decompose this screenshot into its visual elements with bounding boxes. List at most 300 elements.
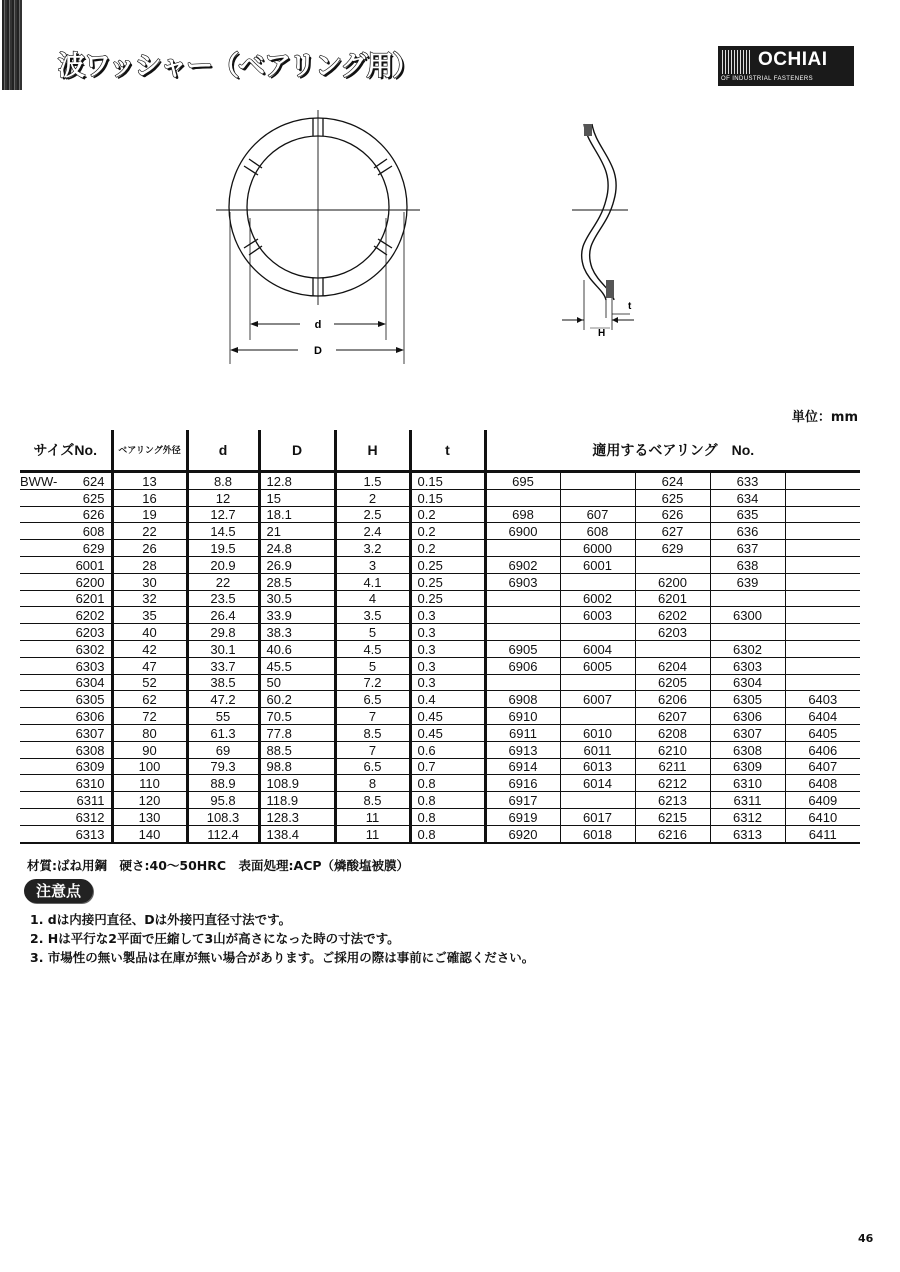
t-cell: 0.45 xyxy=(410,708,485,725)
t-cell: 0.7 xyxy=(410,758,485,775)
bearing-no-cell: 6306 xyxy=(710,708,785,725)
size-cell xyxy=(20,825,112,842)
H-cell: 2 xyxy=(335,489,410,506)
bearing-no-cell: 6014 xyxy=(560,775,635,792)
bearing-no-cell xyxy=(485,540,560,557)
bearing-no-cell: 6017 xyxy=(560,808,635,825)
bearing-no-cell xyxy=(785,590,860,607)
size-number: 6310 xyxy=(75,776,105,792)
D-cell: 60.2 xyxy=(259,691,335,708)
bearing-no-cell: 6910 xyxy=(485,708,560,725)
size-number: 6302 xyxy=(75,641,105,657)
bearing-no-cell: 6914 xyxy=(485,758,560,775)
size-number: 6313 xyxy=(75,826,105,842)
table-row xyxy=(20,489,860,506)
d-cell: 12.7 xyxy=(187,506,259,523)
D-cell: 21 xyxy=(259,523,335,540)
bearing-no-cell: 6310 xyxy=(710,775,785,792)
table-row xyxy=(20,724,860,741)
size-cell xyxy=(20,523,112,540)
t-cell: 0.2 xyxy=(410,506,485,523)
bearing-no-cell: 626 xyxy=(635,506,710,523)
d-cell: 19.5 xyxy=(187,540,259,557)
D-cell: 88.5 xyxy=(259,741,335,758)
bearing-no-cell: 6200 xyxy=(635,573,710,590)
d-cell: 38.5 xyxy=(187,674,259,691)
bearing-no-cell: 6001 xyxy=(560,556,635,573)
H-cell: 5 xyxy=(335,624,410,641)
D-cell: 108.9 xyxy=(259,775,335,792)
d-cell: 112.4 xyxy=(187,825,259,842)
bearing-od-cell: 100 xyxy=(112,758,187,775)
bearing-no-cell xyxy=(785,523,860,540)
size-cell xyxy=(20,640,112,657)
bearing-no-cell: 6307 xyxy=(710,724,785,741)
size-cell xyxy=(20,506,112,523)
bearing-no-cell xyxy=(560,472,635,490)
bearing-no-cell xyxy=(785,556,860,573)
logo-name: OCHIAI xyxy=(758,49,828,70)
size-prefix: BWW- xyxy=(20,473,58,489)
unit-label: 単位：mm xyxy=(791,410,858,425)
bearing-no-cell: 6406 xyxy=(785,741,860,758)
t-cell: 0.15 xyxy=(410,472,485,490)
size-number: 6303 xyxy=(75,658,105,674)
bearing-no-cell: 636 xyxy=(710,523,785,540)
bearing-no-cell: 6919 xyxy=(485,808,560,825)
material-spec: 材質:ばね用鋼 硬さ:40～50HRC 表面処理:ACP（燐酸塩被膜） xyxy=(27,858,410,873)
bearing-no-cell: 629 xyxy=(635,540,710,557)
D-cell: 50 xyxy=(259,674,335,691)
H-cell: 4.5 xyxy=(335,640,410,657)
table-row xyxy=(20,657,860,674)
size-cell xyxy=(20,691,112,708)
size-number: 6312 xyxy=(75,809,105,825)
bearing-no-cell: 6920 xyxy=(485,825,560,842)
bearing-no-cell: 6210 xyxy=(635,741,710,758)
bearing-no-cell: 6201 xyxy=(635,590,710,607)
washer-drawing xyxy=(0,0,900,400)
bearing-no-cell xyxy=(785,640,860,657)
bearing-no-cell xyxy=(560,624,635,641)
bearing-no-cell xyxy=(485,624,560,641)
size-cell xyxy=(20,657,112,674)
bearing-no-cell: 6000 xyxy=(560,540,635,557)
bearing-no-cell xyxy=(485,607,560,624)
d-cell: 108.3 xyxy=(187,808,259,825)
spec-table xyxy=(20,430,860,844)
bearing-no-cell: 6308 xyxy=(710,741,785,758)
table-row xyxy=(20,775,860,792)
bearing-no-cell: 6902 xyxy=(485,556,560,573)
bearing-no-cell: 6405 xyxy=(785,724,860,741)
table-row xyxy=(20,624,860,641)
size-number: 6306 xyxy=(75,708,105,724)
bearing-no-cell: 6900 xyxy=(485,523,560,540)
bearing-no-cell: 6206 xyxy=(635,691,710,708)
bearing-no-cell: 6303 xyxy=(710,657,785,674)
table-row xyxy=(20,472,860,490)
size-number: 6309 xyxy=(75,759,105,775)
d-cell: 69 xyxy=(187,741,259,758)
bearing-no-cell: 634 xyxy=(710,489,785,506)
d-cell: 79.3 xyxy=(187,758,259,775)
table-row xyxy=(20,607,860,624)
H-cell: 8 xyxy=(335,775,410,792)
H-cell: 11 xyxy=(335,808,410,825)
d-cell: 12 xyxy=(187,489,259,506)
table-row xyxy=(20,792,860,809)
bearing-no-cell: 6917 xyxy=(485,792,560,809)
bearing-no-cell xyxy=(785,506,860,523)
size-cell xyxy=(20,674,112,691)
t-cell: 0.25 xyxy=(410,573,485,590)
header-applicable-bearing: 適用するベアリング No. xyxy=(485,430,860,472)
bearing-no-cell xyxy=(560,573,635,590)
bearing-no-cell: 627 xyxy=(635,523,710,540)
bearing-od-cell: 13 xyxy=(112,472,187,490)
bearing-no-cell xyxy=(710,590,785,607)
bearing-od-cell: 26 xyxy=(112,540,187,557)
bearing-no-cell xyxy=(785,573,860,590)
table-row xyxy=(20,691,860,708)
t-cell: 0.8 xyxy=(410,775,485,792)
bearing-od-cell: 72 xyxy=(112,708,187,725)
table-row xyxy=(20,758,860,775)
size-number: 6305 xyxy=(75,692,105,708)
bearing-no-cell xyxy=(785,540,860,557)
D-cell: 28.5 xyxy=(259,573,335,590)
size-cell xyxy=(20,741,112,758)
d-cell: 55 xyxy=(187,708,259,725)
table-row xyxy=(20,674,860,691)
bearing-no-cell: 633 xyxy=(710,472,785,490)
size-number: 6202 xyxy=(75,608,105,624)
bearing-no-cell: 6202 xyxy=(635,607,710,624)
bearing-no-cell: 637 xyxy=(710,540,785,557)
D-cell: 128.3 xyxy=(259,808,335,825)
table-row xyxy=(20,573,860,590)
bearing-no-cell: 6309 xyxy=(710,758,785,775)
size-number: 625 xyxy=(82,490,105,506)
size-cell xyxy=(20,607,112,624)
bearing-no-cell: 6305 xyxy=(710,691,785,708)
H-cell: 7 xyxy=(335,741,410,758)
size-number: 6308 xyxy=(75,742,105,758)
header-t: t xyxy=(410,430,485,472)
t-cell: 0.3 xyxy=(410,657,485,674)
bearing-no-cell: 6916 xyxy=(485,775,560,792)
H-cell: 4.1 xyxy=(335,573,410,590)
bearing-no-cell: 6205 xyxy=(635,674,710,691)
D-cell: 138.4 xyxy=(259,825,335,842)
bearing-no-cell xyxy=(560,674,635,691)
D-cell: 77.8 xyxy=(259,724,335,741)
header-H: H xyxy=(335,430,410,472)
size-number: 608 xyxy=(82,524,105,540)
d-cell: 95.8 xyxy=(187,792,259,809)
bearing-no-cell: 6211 xyxy=(635,758,710,775)
bearing-od-cell: 22 xyxy=(112,523,187,540)
size-cell xyxy=(20,590,112,607)
bearing-no-cell: 6005 xyxy=(560,657,635,674)
H-cell: 4 xyxy=(335,590,410,607)
D-cell: 24.8 xyxy=(259,540,335,557)
label-t: t xyxy=(628,301,632,312)
bearing-no-cell: 6906 xyxy=(485,657,560,674)
table-row xyxy=(20,506,860,523)
bearing-no-cell xyxy=(785,624,860,641)
H-cell: 5 xyxy=(335,657,410,674)
bearing-od-cell: 140 xyxy=(112,825,187,842)
bearing-od-cell: 90 xyxy=(112,741,187,758)
H-cell: 2.5 xyxy=(335,506,410,523)
bearing-od-cell: 47 xyxy=(112,657,187,674)
bearing-od-cell: 30 xyxy=(112,573,187,590)
bearing-no-cell: 6300 xyxy=(710,607,785,624)
D-cell: 33.9 xyxy=(259,607,335,624)
note-item: 3. 市場性の無い製品は在庫が無い場合があります。ご採用の際は事前にご確認ください。 xyxy=(30,950,535,965)
bearing-no-cell: 635 xyxy=(710,506,785,523)
bearing-no-cell: 6409 xyxy=(785,792,860,809)
bearing-no-cell: 695 xyxy=(485,472,560,490)
header-D: D xyxy=(259,430,335,472)
bearing-no-cell: 6018 xyxy=(560,825,635,842)
table-row xyxy=(20,808,860,825)
size-cell xyxy=(20,556,112,573)
bearing-no-cell: 6013 xyxy=(560,758,635,775)
table-row xyxy=(20,825,860,842)
bearing-no-cell: 607 xyxy=(560,506,635,523)
H-cell: 1.5 xyxy=(335,472,410,490)
bearing-no-cell: 6407 xyxy=(785,758,860,775)
bearing-no-cell: 6411 xyxy=(785,825,860,842)
t-cell: 0.45 xyxy=(410,724,485,741)
bearing-no-cell: 6213 xyxy=(635,792,710,809)
bearing-no-cell: 6312 xyxy=(710,808,785,825)
size-cell xyxy=(20,775,112,792)
bearing-no-cell: 6011 xyxy=(560,741,635,758)
H-cell: 3.5 xyxy=(335,607,410,624)
t-cell: 0.4 xyxy=(410,691,485,708)
D-cell: 40.6 xyxy=(259,640,335,657)
size-number: 624 xyxy=(82,473,105,489)
bearing-no-cell: 6408 xyxy=(785,775,860,792)
bearing-no-cell: 6313 xyxy=(710,825,785,842)
bearing-no-cell xyxy=(485,489,560,506)
t-cell: 0.6 xyxy=(410,741,485,758)
bearing-no-cell: 6913 xyxy=(485,741,560,758)
bearing-od-cell: 52 xyxy=(112,674,187,691)
table-row xyxy=(20,540,860,557)
note-item: 1. dは内接円直径、Dは外接円直径寸法です。 xyxy=(30,912,292,927)
bearing-no-cell: 6908 xyxy=(485,691,560,708)
notes-badge: 注意点 xyxy=(24,879,93,903)
D-cell: 118.9 xyxy=(259,792,335,809)
bearing-no-cell: 6004 xyxy=(560,640,635,657)
header-size: サイズNo. xyxy=(20,430,112,472)
t-cell: 0.3 xyxy=(410,607,485,624)
bearing-no-cell xyxy=(785,607,860,624)
bearing-no-cell: 6203 xyxy=(635,624,710,641)
bearing-no-cell: 6002 xyxy=(560,590,635,607)
d-cell: 88.9 xyxy=(187,775,259,792)
bearing-no-cell: 6905 xyxy=(485,640,560,657)
size-number: 629 xyxy=(82,540,105,556)
D-cell: 18.1 xyxy=(259,506,335,523)
label-d: d xyxy=(314,319,322,331)
note-item: 2. Hは平行な2平面で圧縮して3山が高さになった時の寸法です。 xyxy=(30,931,400,946)
bearing-no-cell: 6911 xyxy=(485,724,560,741)
bearing-no-cell: 6403 xyxy=(785,691,860,708)
size-cell xyxy=(20,540,112,557)
size-number: 626 xyxy=(82,507,105,523)
H-cell: 7.2 xyxy=(335,674,410,691)
d-cell: 20.9 xyxy=(187,556,259,573)
size-cell xyxy=(20,724,112,741)
bearing-od-cell: 110 xyxy=(112,775,187,792)
bearing-no-cell: 625 xyxy=(635,489,710,506)
header-bearing-od: ベアリング外径 xyxy=(112,430,187,472)
bearing-no-cell: 6410 xyxy=(785,808,860,825)
page-number: 46 xyxy=(858,1232,874,1245)
bearing-od-cell: 35 xyxy=(112,607,187,624)
bearing-od-cell: 28 xyxy=(112,556,187,573)
table-row xyxy=(20,556,860,573)
H-cell: 7 xyxy=(335,708,410,725)
bearing-no-cell xyxy=(485,590,560,607)
d-cell: 33.7 xyxy=(187,657,259,674)
D-cell: 98.8 xyxy=(259,758,335,775)
bearing-no-cell: 6010 xyxy=(560,724,635,741)
table-row xyxy=(20,523,860,540)
d-cell: 29.8 xyxy=(187,624,259,641)
H-cell: 8.5 xyxy=(335,792,410,809)
t-cell: 0.25 xyxy=(410,556,485,573)
bearing-no-cell xyxy=(635,556,710,573)
bearing-no-cell: 6003 xyxy=(560,607,635,624)
bearing-no-cell: 6007 xyxy=(560,691,635,708)
bearing-no-cell: 6207 xyxy=(635,708,710,725)
bearing-no-cell: 6216 xyxy=(635,825,710,842)
bearing-no-cell: 624 xyxy=(635,472,710,490)
notes-list xyxy=(30,910,534,967)
D-cell: 45.5 xyxy=(259,657,335,674)
D-cell: 38.3 xyxy=(259,624,335,641)
table-row xyxy=(20,741,860,758)
H-cell: 11 xyxy=(335,825,410,842)
bearing-od-cell: 130 xyxy=(112,808,187,825)
bearing-no-cell xyxy=(560,708,635,725)
t-cell: 0.2 xyxy=(410,540,485,557)
size-number: 6203 xyxy=(75,624,105,640)
table-header-row xyxy=(20,430,860,472)
bearing-no-cell: 6208 xyxy=(635,724,710,741)
t-cell: 0.8 xyxy=(410,792,485,809)
bearing-od-cell: 120 xyxy=(112,792,187,809)
bearing-no-cell xyxy=(485,674,560,691)
bearing-od-cell: 16 xyxy=(112,489,187,506)
d-cell: 22 xyxy=(187,573,259,590)
table-row xyxy=(20,590,860,607)
t-cell: 0.2 xyxy=(410,523,485,540)
t-cell: 0.25 xyxy=(410,590,485,607)
size-cell xyxy=(20,708,112,725)
bearing-no-cell xyxy=(785,674,860,691)
bearing-od-cell: 42 xyxy=(112,640,187,657)
bearing-no-cell: 6304 xyxy=(710,674,785,691)
D-cell: 15 xyxy=(259,489,335,506)
bearing-no-cell xyxy=(785,657,860,674)
size-cell xyxy=(20,472,112,490)
bearing-no-cell: 6212 xyxy=(635,775,710,792)
bearing-no-cell: 6215 xyxy=(635,808,710,825)
bearing-no-cell: 698 xyxy=(485,506,560,523)
t-cell: 0.3 xyxy=(410,640,485,657)
t-cell: 0.8 xyxy=(410,808,485,825)
size-cell xyxy=(20,792,112,809)
size-number: 6001 xyxy=(75,557,105,573)
bearing-no-cell: 639 xyxy=(710,573,785,590)
bearing-no-cell xyxy=(560,792,635,809)
D-cell: 70.5 xyxy=(259,708,335,725)
d-cell: 8.8 xyxy=(187,472,259,490)
H-cell: 6.5 xyxy=(335,691,410,708)
table-row xyxy=(20,708,860,725)
header-d: d xyxy=(187,430,259,472)
H-cell: 3.2 xyxy=(335,540,410,557)
size-cell xyxy=(20,758,112,775)
bearing-od-cell: 80 xyxy=(112,724,187,741)
D-cell: 30.5 xyxy=(259,590,335,607)
bearing-od-cell: 62 xyxy=(112,691,187,708)
table-row xyxy=(20,640,860,657)
t-cell: 0.3 xyxy=(410,674,485,691)
size-number: 6200 xyxy=(75,574,105,590)
size-number: 6311 xyxy=(76,792,105,808)
bearing-no-cell: 6903 xyxy=(485,573,560,590)
size-number: 6307 xyxy=(75,725,105,741)
d-cell: 47.2 xyxy=(187,691,259,708)
t-cell: 0.15 xyxy=(410,489,485,506)
H-cell: 8.5 xyxy=(335,724,410,741)
bearing-od-cell: 32 xyxy=(112,590,187,607)
label-H: H xyxy=(598,328,606,339)
D-cell: 26.9 xyxy=(259,556,335,573)
page-title: 波ワッシャー（ベアリング用） xyxy=(58,51,419,82)
size-number: 6201 xyxy=(75,591,105,607)
bearing-no-cell xyxy=(785,472,860,490)
H-cell: 2.4 xyxy=(335,523,410,540)
t-cell: 0.3 xyxy=(410,624,485,641)
d-cell: 23.5 xyxy=(187,590,259,607)
D-cell: 12.8 xyxy=(259,472,335,490)
d-cell: 26.4 xyxy=(187,607,259,624)
size-number: 6304 xyxy=(75,675,105,691)
size-cell xyxy=(20,573,112,590)
d-cell: 61.3 xyxy=(187,724,259,741)
bearing-no-cell: 6302 xyxy=(710,640,785,657)
size-cell xyxy=(20,624,112,641)
size-cell xyxy=(20,489,112,506)
H-cell: 6.5 xyxy=(335,758,410,775)
t-cell: 0.8 xyxy=(410,825,485,842)
bearing-no-cell xyxy=(560,489,635,506)
bearing-no-cell: 608 xyxy=(560,523,635,540)
logo-subtitle: OF INDUSTRIAL FASTENERS xyxy=(721,76,813,82)
d-cell: 14.5 xyxy=(187,523,259,540)
bearing-od-cell: 19 xyxy=(112,506,187,523)
